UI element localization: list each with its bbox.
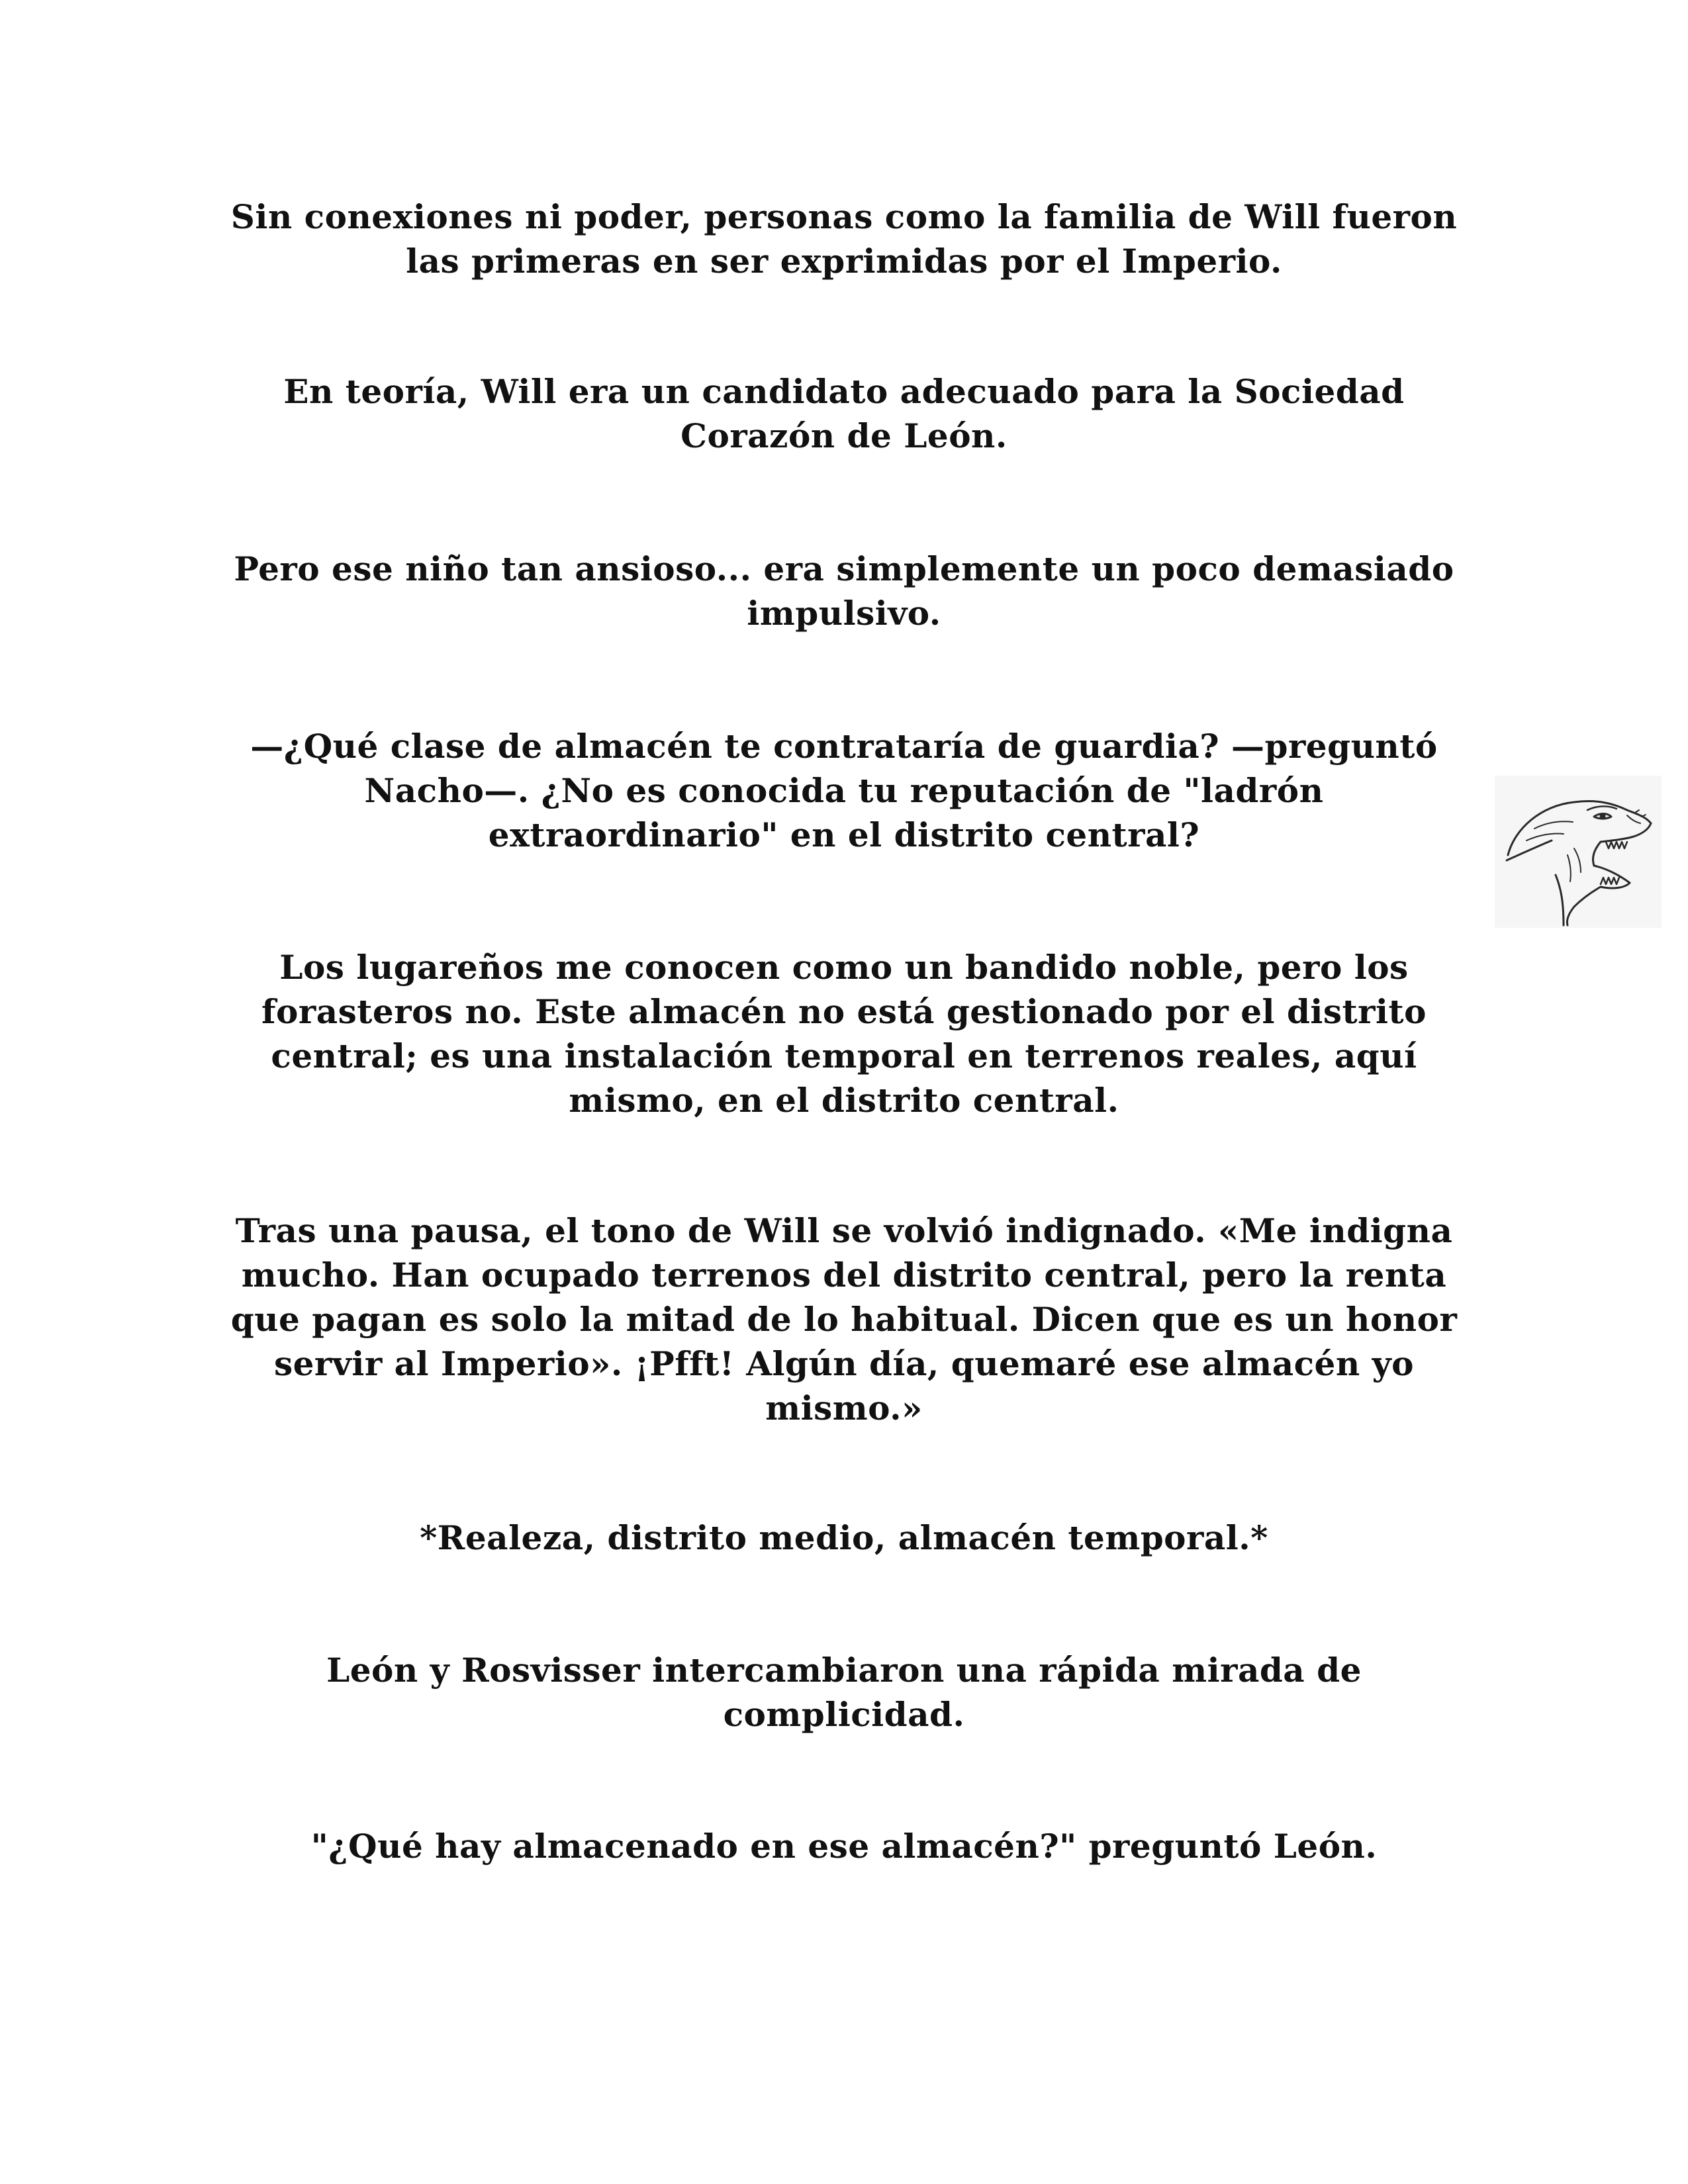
paragraph-9: "¿Qué hay almacenado en ese almacén?" preguntó León. <box>310 1827 1378 1866</box>
paragraph-4: —¿Qué clase de almacén te contrataría de guardia? —preguntó Nacho—. ¿No es conocida tu reputación de "ladrón extraordinario" en el distrito central? <box>250 727 1438 854</box>
paragraph-6: Tras una pausa, el tono de Will se volvió indignado. «Me indigna mucho. Han ocupado terrenos del distrito central, pero la renta que pagan es solo la mitad de lo habitual. Dicen que es un honor servir al Imperio». ¡Pfft! Algún día, quemaré ese almacén yo mismo.» <box>230 1211 1458 1428</box>
paragraph-2: En teoría, Will era un candidato adecuado para la Sociedad Corazón de León. <box>283 372 1405 455</box>
paragraph-7: *Realeza, distrito medio, almacén temporal.* <box>420 1518 1268 1557</box>
paragraph-1: Sin conexiones ni poder, personas como la familia de Will fueron las primeras en ser exprimidas por el Imperio. <box>230 197 1458 281</box>
paragraph-3: Pero ese niño tan ansioso... era simplemente un poco demasiado impulsivo. <box>234 549 1454 633</box>
paragraph-5: Los lugareños me conocen como un bandido noble, pero los forasteros no. Este almacén no está gestionado por el distrito central; es una instalación temporal en terrenos reales, aquí mismo, en el distrito central. <box>261 948 1427 1120</box>
paragraph-8: León y Rosvisser intercambiaron una rápida mirada de complicidad. <box>326 1651 1362 1734</box>
dinosaur-head-sketch-icon <box>1495 776 1662 928</box>
